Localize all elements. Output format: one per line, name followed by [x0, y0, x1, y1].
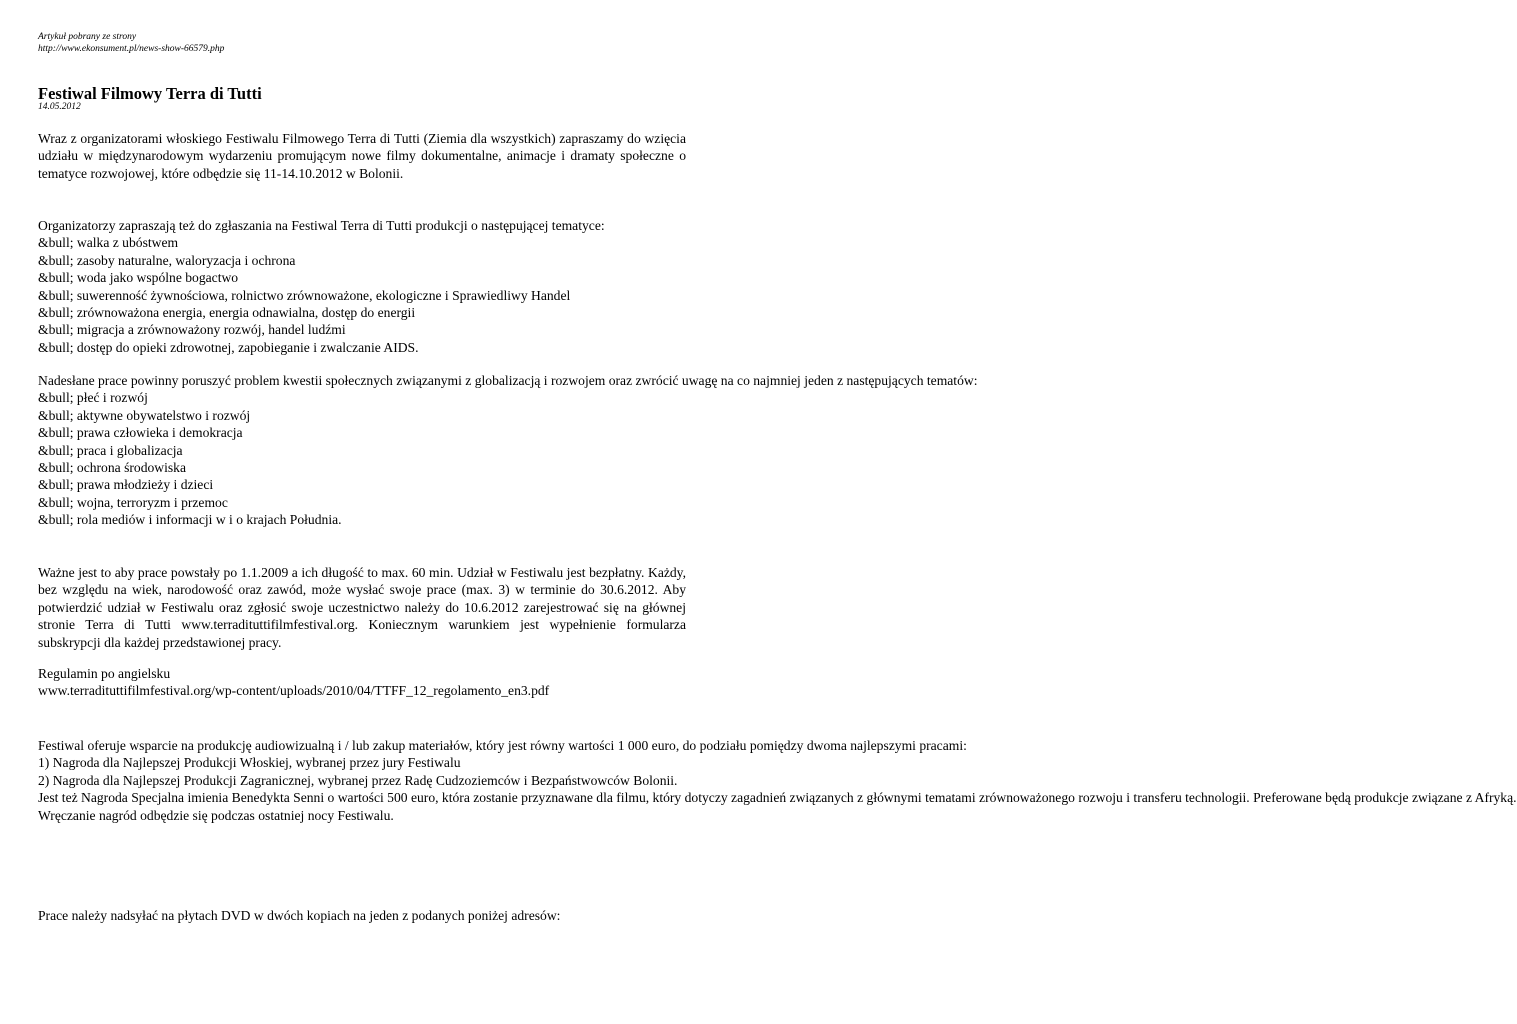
list-item: &bull; dostęp do opieki zdrowotnej, zapobieganie i zwalczanie AIDS.: [38, 339, 419, 355]
list-item: &bull; zasoby naturalne, waloryzacja i ochrona: [38, 252, 296, 268]
dvd-note: Prace należy nadsyłać na płytach DVD w dwóch kopiach na jeden z podanych poniżej adresów:: [38, 908, 561, 923]
source-url: http://www.ekonsument.pl/news-show-66579.php: [38, 44, 225, 54]
prizes-intro: Festiwal oferuje wsparcie na produkcję audiowizualną i / lub zakup materiałów, który jest równy wartości 1 000 euro, do podziału pomiędzy dwoma najlepszymi pracami:: [38, 738, 967, 753]
list-item: &bull; praca i globalizacja: [38, 442, 183, 458]
topics-section: [38, 372, 978, 529]
rules-paragraph: Ważne jest to aby prace powstały po 1.1.2009 a ich długość to max. 60 min. Udział w Festiwalu jest bezpłatny. Każdy, bez względu na wiek, narodowość oraz zawód, może wysłać swoje prace (max. 3) w terminie do 30.6.2012. Aby potwierdzić udział w Festiwalu oraz zgłosić swoje uczestnictwo należy do 10.6.2012 zarejestrować się na głównej stronie Terra di Tutti www.terradituttifilmfestival.org. Koniecznym warunkiem jest wypełnienie formularza subskrypcji dla każdej przedstawionej pracy.: [38, 565, 686, 650]
prize-item: 2) Nagroda dla Najlepszej Produkcji Zagranicznej, wybranej przez Radę Cudzoziemców i Bezpaństwowców Bolonii.: [38, 772, 678, 788]
ceremony-note: Wręczanie nagród odbędzie się podczas ostatniej nocy Festiwalu.: [38, 807, 394, 823]
prizes-section: [38, 737, 1517, 824]
list-item: &bull; woda jako wspólne bogactwo: [38, 270, 239, 286]
source-caption: Artykuł pobrany ze strony: [38, 32, 137, 42]
source-info: [38, 31, 224, 55]
list-item: &bull; płeć i rozwój: [38, 390, 148, 406]
list-item: &bull; ochrona środowiska: [38, 460, 186, 476]
list-item: &bull; prawa człowieka i demokracja: [38, 425, 243, 441]
article-date: 14.05.2012: [38, 102, 81, 112]
list-item: &bull; suwerenność żywnościowa, rolnictwo zrównoważone, ekologiczne i Sprawiedliwy Handel: [38, 287, 571, 303]
prize-item: 1) Nagroda dla Najlepszej Produkcji Włoskiej, wybranej przez jury Festiwalu: [38, 755, 461, 771]
list-item: &bull; rola mediów i informacji w i o krajach Południa.: [38, 512, 342, 528]
organizers-intro: Organizatorzy zapraszają też do zgłaszania na Festiwal Terra di Tutti produkcji o następującej tematyce:: [38, 218, 605, 233]
list-item: &bull; zrównoważona energia, energia odnawialna, dostęp do energii: [38, 305, 416, 321]
list-item: &bull; migracja a zrównoważony rozwój, handel ludźmi: [38, 322, 346, 338]
list-item: &bull; wojna, terroryzm i przemoc: [38, 494, 228, 510]
list-item: &bull; prawa młodzieży i dzieci: [38, 477, 214, 493]
regulations-section: [38, 665, 686, 700]
article-title: Festiwal Filmowy Terra di Tutti: [38, 84, 262, 103]
list-item: &bull; walka z ubóstwem: [38, 235, 179, 251]
special-prize: Jest też Nagroda Specjalna imienia Benedykta Senni o wartości 500 euro, która zostanie przyznawane dla filmu, który dotyczy zagadnień związanych z głównymi tematami zrównoważonego rozwoju i transferu technologii. Preferowane będą produkcje związane z Afryką.: [38, 790, 1517, 806]
list-item: &bull; aktywne obywatelstwo i rozwój: [38, 407, 251, 423]
regulations-link[interactable]: www.terradituttifilmfestival.org/wp-content/uploads/2010/04/TTFF_12_regolamento_en3.pdf: [38, 683, 550, 699]
regulations-label: Regulamin po angielsku: [38, 666, 171, 681]
organizers-section: [38, 217, 686, 356]
topics-intro: Nadesłane prace powinny poruszyć problem kwestii społecznych związanymi z globalizacją i rozwojem oraz zwrócić uwagę na co najmniej jeden z następujących tematów:: [38, 373, 978, 388]
intro-paragraph: Wraz z organizatorami włoskiego Festiwalu Filmowego Terra di Tutti (Ziemia dla wszystkich) zapraszamy do wzięcia udziału w międzynarodowym wydarzeniu promującym nowe filmy dokumentalne, animacje i dramaty społeczne o tematyce rozwojowej, które odbędzie się 11-14.10.2012 w Bolonii.: [38, 131, 686, 181]
